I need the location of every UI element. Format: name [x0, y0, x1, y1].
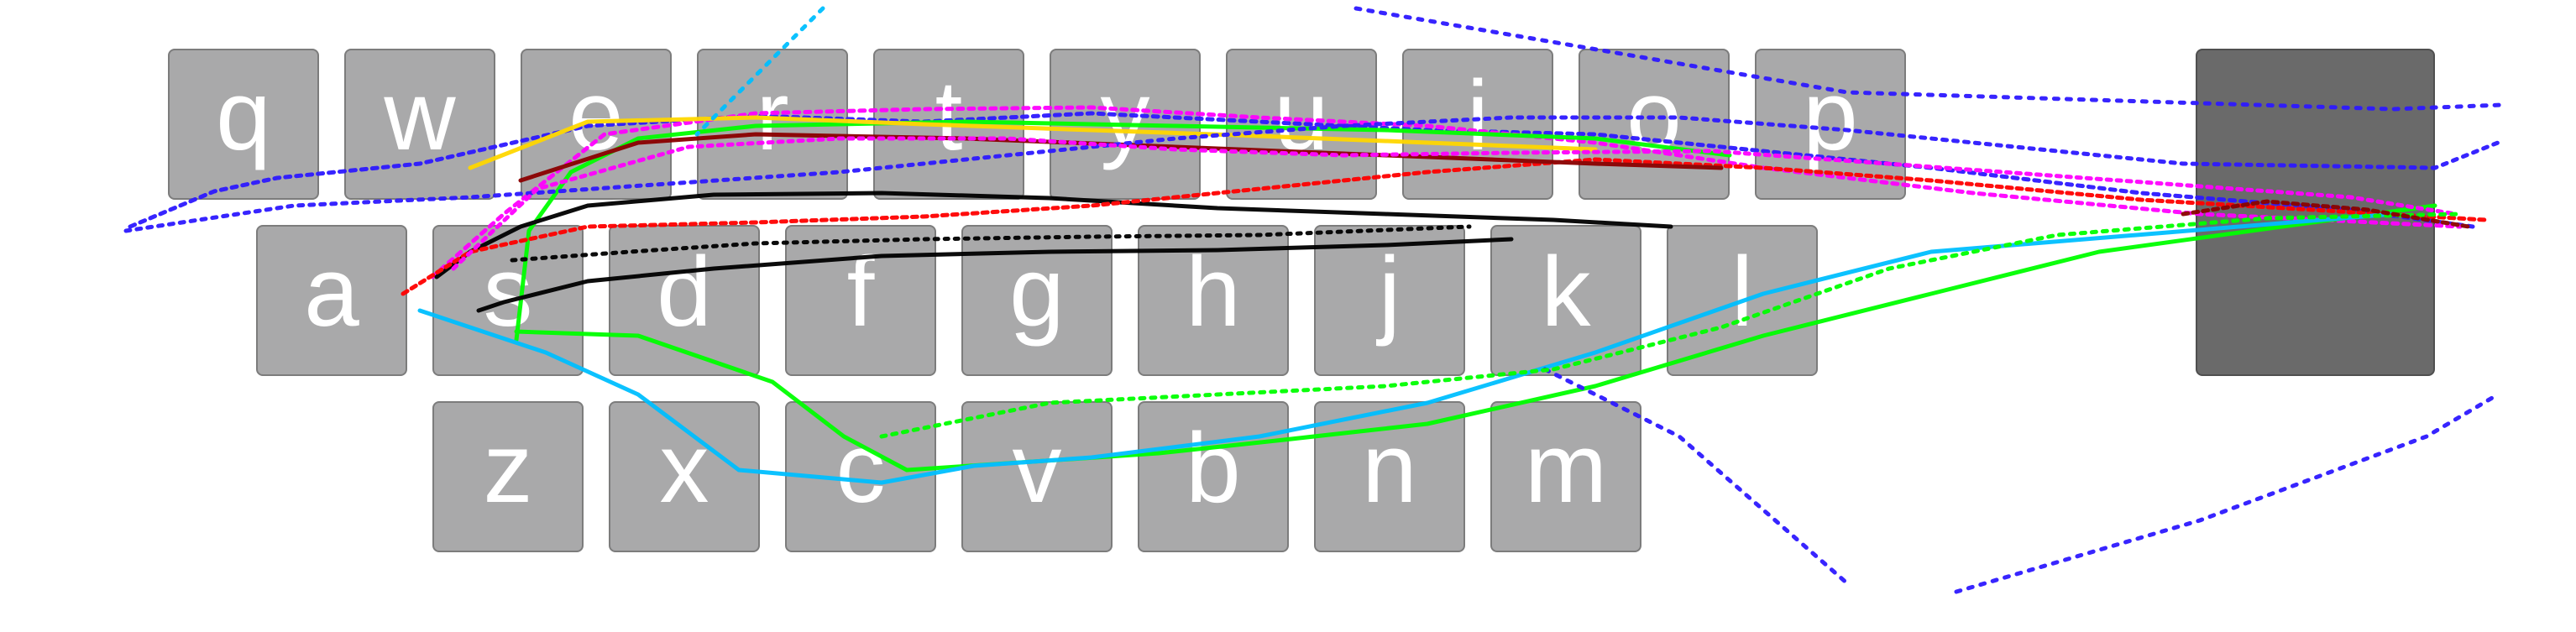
key-w[interactable]: w [344, 49, 495, 200]
key-h[interactable]: h [1138, 225, 1289, 376]
key-a[interactable]: a [256, 225, 407, 376]
key-e[interactable]: e [521, 49, 672, 200]
key-l[interactable]: l [1667, 225, 1818, 376]
key-s[interactable]: s [432, 225, 584, 376]
key-g[interactable]: g [961, 225, 1113, 376]
key-x[interactable]: x [609, 401, 760, 552]
key-k[interactable]: k [1490, 225, 1641, 376]
key-y[interactable]: y [1050, 49, 1201, 200]
key-i[interactable]: i [1402, 49, 1553, 200]
key-n[interactable]: n [1314, 401, 1465, 552]
key-t[interactable]: t [873, 49, 1024, 200]
key-m[interactable]: m [1490, 401, 1641, 552]
key-u[interactable]: u [1226, 49, 1377, 200]
key-r[interactable]: r [697, 49, 848, 200]
key-z[interactable]: z [432, 401, 584, 552]
key-b[interactable]: b [1138, 401, 1289, 552]
key-o[interactable]: o [1579, 49, 1730, 200]
key-v[interactable]: v [961, 401, 1113, 552]
key-d[interactable]: d [609, 225, 760, 376]
key-c[interactable]: c [785, 401, 936, 552]
enter-key[interactable] [2196, 49, 2435, 376]
key-f[interactable]: f [785, 225, 936, 376]
key-q[interactable]: q [168, 49, 319, 200]
key-j[interactable]: j [1314, 225, 1465, 376]
key-p[interactable]: p [1755, 49, 1906, 200]
